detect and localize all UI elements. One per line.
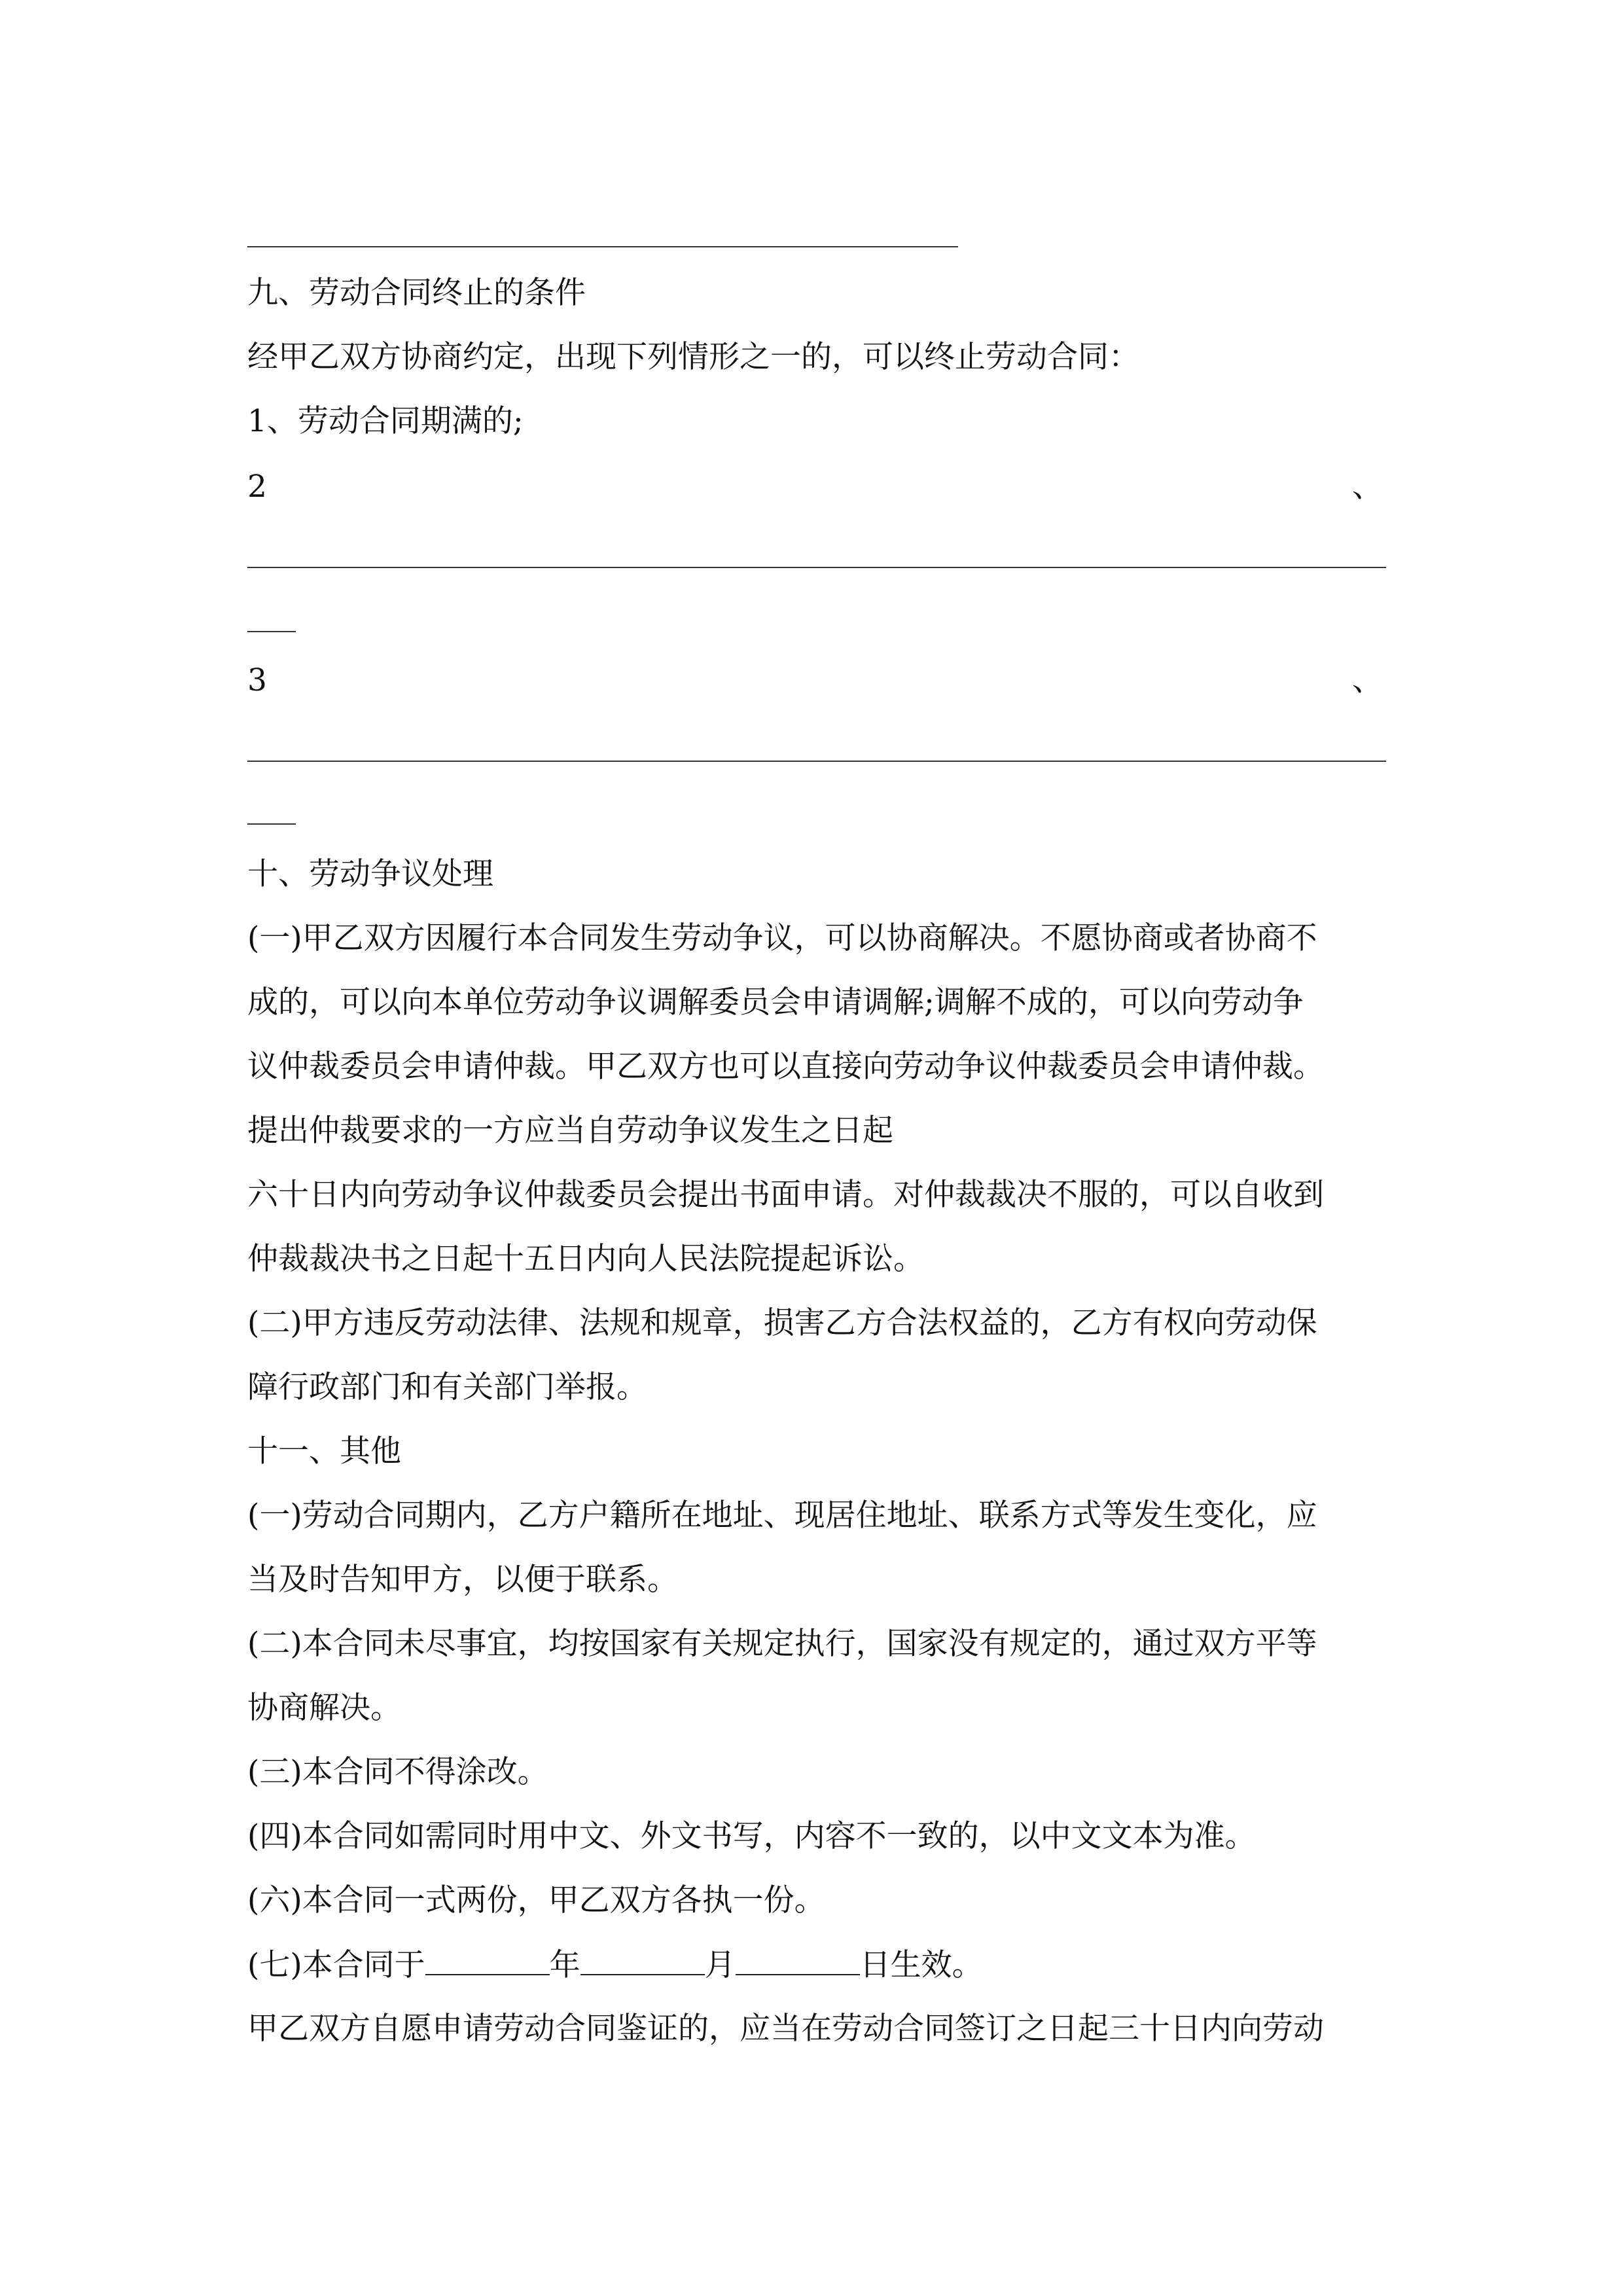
section-eleven-line: (二)本合同未尽事宜，均按国家有关规定执行，国家没有规定的，通过双方平等	[247, 1626, 1317, 1662]
effective-day-label: 日生效。	[859, 1947, 983, 1983]
effective-year-label: 年	[549, 1947, 580, 1983]
effective-date-prefix: (七)本合同于	[247, 1947, 425, 1983]
section-eleven-line: 当及时告知甲方，以便于联系。	[247, 1562, 678, 1598]
section-nine-item-3-number: 3	[247, 662, 267, 698]
section-eleven-line: (一)劳动合同期内，乙方户籍所在地址、现居住地址、联系方式等发生变化，应	[247, 1498, 1317, 1534]
section-eleven-line: (三)本合同不得涂改。	[247, 1754, 548, 1790]
section-eleven-line: 协商解决。	[247, 1690, 401, 1726]
section-nine-item-3-separator: 、	[1352, 662, 1383, 698]
effective-day-blank	[736, 1945, 860, 1975]
section-ten-line: 障行政部门和有关部门举报。	[247, 1369, 647, 1405]
item-2-fill-line	[247, 567, 1386, 568]
item-3-fill-line-end	[247, 823, 296, 825]
section-nine-heading: 九、劳动合同终止的条件	[247, 275, 586, 311]
section-eleven-line: (四)本合同如需同时用中文、外文书写，内容不一致的，以中文文本为准。	[247, 1818, 1256, 1854]
effective-date-line	[247, 1945, 983, 1985]
section-ten-line: (一)甲乙双方因履行本合同发生劳动争议，可以协商解决。不愿协商或者协商不	[247, 920, 1317, 956]
top-divider	[247, 246, 958, 247]
section-nine-intro: 经甲乙双方协商约定，出现下列情形之一的，可以终止劳动合同：	[247, 339, 1139, 375]
effective-month-label: 月	[704, 1947, 736, 1983]
section-ten-line: 议仲裁委员会申请仲裁。甲乙双方也可以直接向劳动争议仲裁委员会申请仲裁。	[247, 1049, 1324, 1085]
item-3-fill-line	[247, 761, 1386, 762]
section-eleven-last-line: 甲乙双方自愿申请劳动合同鉴证的，应当在劳动合同签订之日起三十日内向劳动	[247, 2011, 1324, 2047]
effective-month-blank	[580, 1945, 705, 1975]
section-ten-line: (二)甲方违反劳动法律、法规和规章，损害乙方合法权益的，乙方有权向劳动保	[247, 1305, 1317, 1341]
section-nine-item-2-separator: 、	[1352, 469, 1383, 505]
section-eleven-heading: 十一、其他	[247, 1433, 401, 1469]
section-ten-line: 成的，可以向本单位劳动争议调解委员会申请调解;调解不成的，可以向劳动争	[247, 984, 1304, 1020]
effective-year-blank	[425, 1945, 550, 1975]
section-ten-heading: 十、劳动争议处理	[247, 856, 493, 892]
section-ten-line: 提出仲裁要求的一方应当自劳动争议发生之日起	[247, 1113, 893, 1149]
section-nine-item-1: 1、劳动合同期满的;	[247, 403, 524, 439]
section-ten-line: 六十日内向劳动争议仲裁委员会提出书面申请。对仲裁裁决不服的，可以自收到	[247, 1177, 1324, 1213]
section-ten-line: 仲裁裁决书之日起十五日内向人民法院提起诉讼。	[247, 1241, 924, 1277]
section-nine-item-2-number: 2	[247, 469, 267, 505]
item-2-fill-line-end	[247, 631, 296, 632]
section-eleven-line: (六)本合同一式两份，甲乙双方各执一份。	[247, 1882, 825, 1918]
